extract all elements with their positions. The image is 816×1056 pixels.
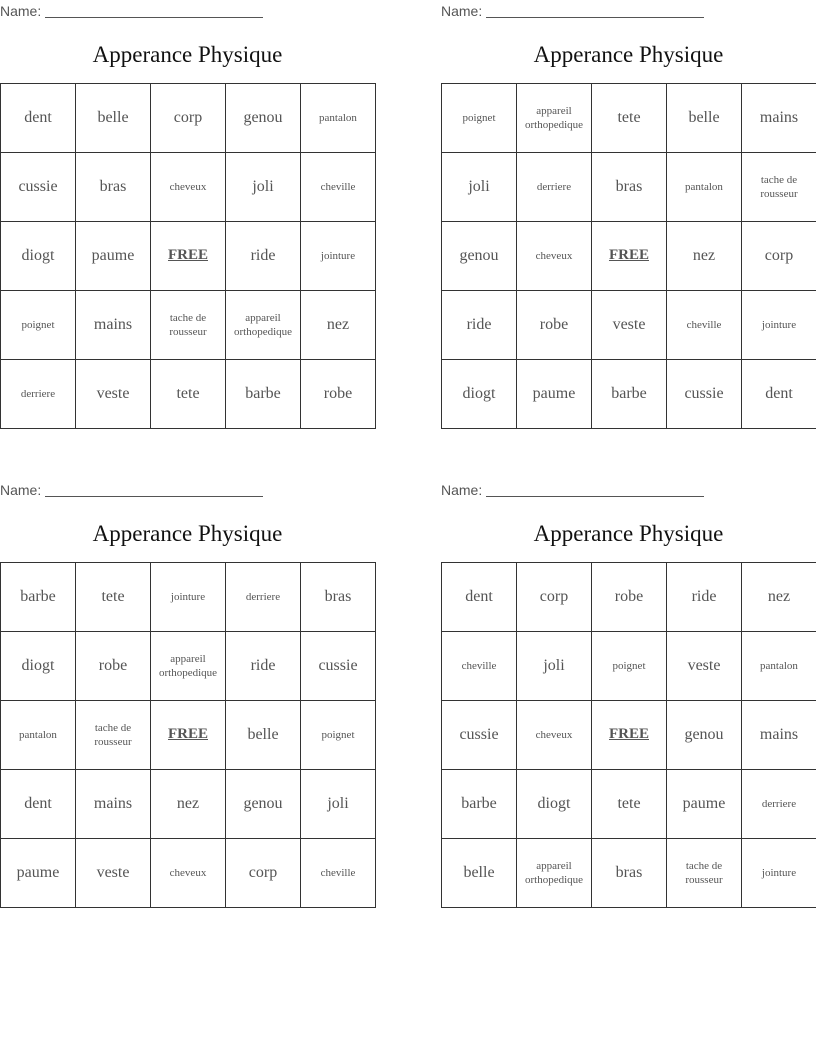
grid-cell: veste <box>76 839 151 908</box>
free-space: FREE <box>592 222 667 291</box>
bingo-card-2 <box>441 0 816 429</box>
grid-cell: paume <box>517 360 592 429</box>
grid-cell: nez <box>151 770 226 839</box>
grid-cell: belle <box>226 701 301 770</box>
grid-cell: robe <box>517 291 592 360</box>
grid-cell: ride <box>442 291 517 360</box>
grid-cell: bras <box>592 839 667 908</box>
grid-cell: robe <box>592 563 667 632</box>
grid-cell: poignet <box>1 291 76 360</box>
grid-cell: jointure <box>151 563 226 632</box>
grid-cell: derriere <box>742 770 816 839</box>
grid-cell: barbe <box>592 360 667 429</box>
grid-row <box>1 770 376 839</box>
grid-cell: derriere <box>1 360 76 429</box>
grid-cell: bras <box>301 563 376 632</box>
grid-row <box>1 360 376 429</box>
grid-cell: diogt <box>1 632 76 701</box>
grid-cell: dent <box>442 563 517 632</box>
grid-cell: robe <box>76 632 151 701</box>
grid-cell: cheville <box>301 153 376 222</box>
grid-cell: mains <box>742 701 816 770</box>
grid-cell: ride <box>667 563 742 632</box>
grid-row <box>442 222 816 291</box>
grid-cell: derriere <box>517 153 592 222</box>
grid-row <box>1 222 376 291</box>
grid-cell: belle <box>442 839 517 908</box>
grid-cell: joli <box>301 770 376 839</box>
name-label: Name: <box>441 482 483 498</box>
grid-cell: genou <box>226 770 301 839</box>
grid-cell: tete <box>76 563 151 632</box>
grid-cell: cheveux <box>517 701 592 770</box>
name-field <box>441 479 816 501</box>
card-title: Apperance Physique <box>533 42 724 67</box>
grid-cell: appareil orthopedique <box>226 291 301 360</box>
grid-cell: poignet <box>301 701 376 770</box>
grid-cell: nez <box>742 563 816 632</box>
grid-cell: diogt <box>1 222 76 291</box>
grid-row <box>1 84 376 153</box>
grid-cell: jointure <box>742 839 816 908</box>
grid-cell: jointure <box>742 291 816 360</box>
grid-row <box>442 770 816 839</box>
grid-cell: tache de rousseur <box>76 701 151 770</box>
grid-cell: appareil orthopedique <box>151 632 226 701</box>
name-field <box>0 0 375 22</box>
grid-cell: jointure <box>301 222 376 291</box>
grid-cell: nez <box>667 222 742 291</box>
grid-cell: dent <box>1 770 76 839</box>
grid-cell: ride <box>226 632 301 701</box>
grid-cell: appareil orthopedique <box>517 84 592 153</box>
grid-cell: pantalon <box>1 701 76 770</box>
grid-cell: pantalon <box>301 84 376 153</box>
grid-row <box>442 701 816 770</box>
name-field <box>441 0 816 22</box>
free-space: FREE <box>592 701 667 770</box>
grid-cell: joli <box>226 153 301 222</box>
grid-cell: corp <box>517 563 592 632</box>
grid-cell: tete <box>592 770 667 839</box>
grid-row <box>442 360 816 429</box>
grid-row <box>1 701 376 770</box>
card-title: Apperance Physique <box>92 521 283 546</box>
grid-cell: barbe <box>442 770 517 839</box>
grid-row <box>442 291 816 360</box>
bingo-card-4 <box>441 479 816 908</box>
grid-cell: cussie <box>442 701 517 770</box>
card-title: Apperance Physique <box>533 521 724 546</box>
grid-row <box>1 839 376 908</box>
grid-row <box>442 632 816 701</box>
bingo-grid <box>0 562 376 908</box>
grid-cell: veste <box>667 632 742 701</box>
bingo-card-1 <box>0 0 375 429</box>
grid-cell: tache de rousseur <box>667 839 742 908</box>
grid-cell: corp <box>151 84 226 153</box>
grid-cell: belle <box>667 84 742 153</box>
grid-cell: genou <box>667 701 742 770</box>
grid-cell: bras <box>592 153 667 222</box>
grid-row <box>1 563 376 632</box>
grid-cell: cussie <box>301 632 376 701</box>
grid-cell: barbe <box>1 563 76 632</box>
grid-cell: robe <box>301 360 376 429</box>
grid-cell: cheville <box>667 291 742 360</box>
name-field <box>0 479 375 501</box>
grid-cell: corp <box>226 839 301 908</box>
bingo-grid <box>441 562 816 908</box>
free-space: FREE <box>151 222 226 291</box>
grid-cell: barbe <box>226 360 301 429</box>
grid-cell: cheville <box>301 839 376 908</box>
grid-row <box>1 291 376 360</box>
grid-cell: diogt <box>442 360 517 429</box>
grid-cell: cheville <box>442 632 517 701</box>
grid-cell: joli <box>517 632 592 701</box>
grid-cell: cheveux <box>517 222 592 291</box>
grid-row <box>442 563 816 632</box>
grid-cell: tete <box>592 84 667 153</box>
bingo-grid <box>0 83 376 429</box>
grid-cell: bras <box>76 153 151 222</box>
grid-cell: appareil orthopedique <box>517 839 592 908</box>
name-label: Name: <box>0 3 42 19</box>
grid-cell: poignet <box>442 84 517 153</box>
grid-cell: pantalon <box>667 153 742 222</box>
bingo-card-3 <box>0 479 375 908</box>
grid-cell: tache de rousseur <box>151 291 226 360</box>
grid-cell: mains <box>742 84 816 153</box>
grid-cell: cussie <box>1 153 76 222</box>
grid-cell: belle <box>76 84 151 153</box>
grid-cell: paume <box>76 222 151 291</box>
grid-cell: veste <box>592 291 667 360</box>
name-label: Name: <box>441 3 483 19</box>
grid-cell: veste <box>76 360 151 429</box>
grid-cell: cheveux <box>151 839 226 908</box>
grid-cell: tete <box>151 360 226 429</box>
name-blank-line <box>45 480 263 497</box>
grid-row <box>442 153 816 222</box>
grid-cell: genou <box>226 84 301 153</box>
grid-cell: diogt <box>517 770 592 839</box>
grid-cell: nez <box>301 291 376 360</box>
name-blank-line <box>486 480 704 497</box>
grid-cell: cheveux <box>151 153 226 222</box>
name-label: Name: <box>0 482 42 498</box>
grid-cell: corp <box>742 222 816 291</box>
grid-cell: paume <box>667 770 742 839</box>
bingo-grid <box>441 83 816 429</box>
free-space: FREE <box>151 701 226 770</box>
grid-cell: ride <box>226 222 301 291</box>
grid-cell: dent <box>1 84 76 153</box>
grid-row <box>442 839 816 908</box>
name-blank-line <box>486 1 704 18</box>
grid-row <box>442 84 816 153</box>
grid-cell: tache de rousseur <box>742 153 816 222</box>
grid-cell: genou <box>442 222 517 291</box>
grid-cell: paume <box>1 839 76 908</box>
grid-row <box>1 632 376 701</box>
grid-cell: mains <box>76 770 151 839</box>
grid-cell: mains <box>76 291 151 360</box>
grid-cell: derriere <box>226 563 301 632</box>
grid-cell: dent <box>742 360 816 429</box>
grid-cell: cussie <box>667 360 742 429</box>
card-title: Apperance Physique <box>92 42 283 67</box>
grid-row <box>1 153 376 222</box>
name-blank-line <box>45 1 263 18</box>
grid-cell: poignet <box>592 632 667 701</box>
grid-cell: joli <box>442 153 517 222</box>
grid-cell: pantalon <box>742 632 816 701</box>
